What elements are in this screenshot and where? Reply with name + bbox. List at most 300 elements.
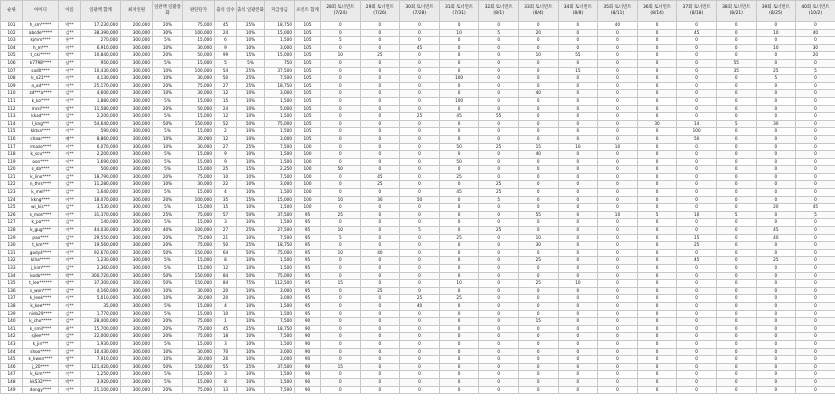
table-cell: 0 xyxy=(677,52,717,60)
table-cell: 0 xyxy=(637,181,677,189)
table-cell: 50% xyxy=(237,272,265,280)
table-cell: 0 xyxy=(360,82,400,90)
table-cell: 0 xyxy=(518,128,558,136)
table-cell: 0 xyxy=(637,219,677,227)
table-row xyxy=(1,90,835,98)
table-cell: 25% xyxy=(237,363,265,371)
table-row xyxy=(1,219,835,227)
table-cell: 30,000 xyxy=(183,44,215,52)
table-cell: 0 xyxy=(518,340,558,348)
table-cell: kkng**** xyxy=(23,196,59,204)
table-cell: 0 xyxy=(796,82,835,90)
table-cell: 0 xyxy=(479,37,519,45)
table-cell: 22 xyxy=(215,181,237,189)
table-cell: 0 xyxy=(558,37,598,45)
table-cell: 109 xyxy=(1,82,23,90)
table-cell: k_gug**** xyxy=(23,227,59,235)
table-cell: 0 xyxy=(400,166,440,174)
table-row xyxy=(1,257,835,265)
table-cell: 0 xyxy=(796,310,835,318)
table-cell: 270,000 xyxy=(81,37,121,45)
column-header: 일관액 일괄증화 xyxy=(153,1,183,22)
table-cell: 0 xyxy=(558,97,598,105)
table-cell: 122 xyxy=(1,181,23,189)
table-row xyxy=(1,158,835,166)
table-cell: shoo***** xyxy=(23,348,59,356)
table-cell: 0 xyxy=(677,363,717,371)
table-cell: 이** xyxy=(59,257,81,265)
table-cell: 0 xyxy=(558,340,598,348)
table-cell: 0 xyxy=(479,44,519,52)
table-cell: sjlee**** xyxy=(23,333,59,341)
table-cell: 0 xyxy=(360,219,400,227)
table-cell: 300,000 xyxy=(121,196,153,204)
table-cell: s_won**** xyxy=(23,287,59,295)
table-cell: 105 xyxy=(295,135,321,143)
table-row xyxy=(1,82,835,90)
table-cell: 8,860,000 xyxy=(81,135,121,143)
table-cell: 300,000 xyxy=(121,356,153,364)
table-row xyxy=(1,318,835,326)
table-cell: 0 xyxy=(716,227,756,235)
table-cell: 0 xyxy=(598,151,638,159)
table-cell: 0 xyxy=(796,196,835,204)
table-cell: 0 xyxy=(677,97,717,105)
table-cell: 0 xyxy=(796,257,835,265)
table-cell: 101 xyxy=(1,22,23,30)
table-cell: 0 xyxy=(321,67,361,75)
table-cell: 0 xyxy=(400,189,440,197)
table-cell: 0 xyxy=(756,143,796,151)
table-cell: nido29**** xyxy=(23,310,59,318)
table-cell: 0 xyxy=(716,105,756,113)
table-cell: 0 xyxy=(716,135,756,143)
table-cell: 0 xyxy=(321,113,361,121)
table-cell: 0 xyxy=(637,287,677,295)
table-row xyxy=(1,151,835,159)
table-cell: 3 xyxy=(215,340,237,348)
table-cell: 10 xyxy=(439,29,479,37)
table-cell: 0 xyxy=(360,234,400,242)
table-cell: 1,500 xyxy=(265,310,295,318)
table-cell: 3,920,000 xyxy=(81,378,121,386)
table-cell: 45 xyxy=(360,173,400,181)
table-row xyxy=(1,128,835,136)
table-cell: 15,000 xyxy=(183,340,215,348)
table-cell: 0 xyxy=(360,227,400,235)
table-cell: 5% xyxy=(237,59,265,67)
table-cell: 20 xyxy=(518,29,558,37)
table-cell: 5% xyxy=(153,204,183,212)
table-cell: 11,280,000 xyxy=(81,181,121,189)
table-cell: 0 xyxy=(360,257,400,265)
table-cell: 126 xyxy=(1,211,23,219)
table-cell: k_kwon**** xyxy=(23,356,59,364)
table-cell: 0 xyxy=(321,143,361,151)
table-cell: 0 xyxy=(677,386,717,394)
table-cell: 0 xyxy=(400,75,440,83)
table-cell: 1,250,000 xyxy=(81,371,121,379)
table-cell: k_ko**** xyxy=(23,97,59,105)
table-cell: 0 xyxy=(598,120,638,128)
table-cell: 90 xyxy=(295,356,321,364)
table-cell: 0 xyxy=(321,181,361,189)
table-cell: 0 xyxy=(360,348,400,356)
table-cell: 0 xyxy=(598,325,638,333)
table-cell: 10 xyxy=(439,280,479,288)
table-cell: 0 xyxy=(677,67,717,75)
table-cell: 0 xyxy=(637,113,677,121)
table-cell: 0 xyxy=(756,272,796,280)
table-cell: 200,000 xyxy=(121,22,153,30)
table-cell: 5% xyxy=(153,257,183,265)
table-cell: 0 xyxy=(598,189,638,197)
table-cell: 113 xyxy=(1,113,23,121)
table-cell: 10 xyxy=(558,280,598,288)
table-cell: 0 xyxy=(598,340,638,348)
table-cell: 0 xyxy=(400,59,440,67)
table-cell: 25% xyxy=(237,227,265,235)
table-cell: 0 xyxy=(518,371,558,379)
table-cell: 5 xyxy=(321,37,361,45)
table-cell: 50 xyxy=(215,75,237,83)
table-cell: 0 xyxy=(558,287,598,295)
table-cell: 0 xyxy=(360,44,400,52)
table-cell: k_smil**** xyxy=(23,325,59,333)
table-cell: 0 xyxy=(558,181,598,189)
table-cell: 0 xyxy=(558,75,598,83)
column-header: 32회 토너먼트 (8/1) xyxy=(479,1,519,22)
table-cell: 20% xyxy=(153,234,183,242)
table-cell: 15 xyxy=(321,363,361,371)
table-cell: 12 xyxy=(215,113,237,121)
table-cell: a_ad**** xyxy=(23,82,59,90)
table-cell: 3 xyxy=(215,371,237,379)
table-cell: 0 xyxy=(558,386,598,394)
table-cell: 0 xyxy=(479,219,519,227)
table-cell: 0 xyxy=(321,120,361,128)
table-cell: 0 xyxy=(677,166,717,174)
table-cell: 10% xyxy=(237,340,265,348)
table-cell: k_leek**** xyxy=(23,295,59,303)
table-cell: 18,750 xyxy=(265,22,295,30)
table-cell: 40 xyxy=(400,302,440,310)
table-cell: 148 xyxy=(1,378,23,386)
table-cell: 0 xyxy=(479,82,519,90)
table-cell: 0 xyxy=(558,363,598,371)
table-cell: 90 xyxy=(295,386,321,394)
table-cell: 10 xyxy=(598,143,638,151)
table-cell: 128 xyxy=(1,227,23,235)
table-cell: 105 xyxy=(295,113,321,121)
table-cell: 0 xyxy=(479,90,519,98)
table-cell: 30,000 xyxy=(183,90,215,98)
table-cell: 0 xyxy=(796,151,835,159)
table-cell: 0 xyxy=(479,120,519,128)
table-cell: 0 xyxy=(637,318,677,326)
table-cell: s_da**** xyxy=(23,166,59,174)
table-cell: 배** xyxy=(59,135,81,143)
table-cell: 31,370,000 xyxy=(81,211,121,219)
table-cell: 0 xyxy=(360,333,400,341)
table-cell: 30,000 xyxy=(183,356,215,364)
table-cell: 5% xyxy=(153,371,183,379)
table-cell: 5 xyxy=(637,211,677,219)
table-cell: 12 xyxy=(215,135,237,143)
table-cell: 1,930,000 xyxy=(81,340,121,348)
table-cell: 105 xyxy=(295,82,321,90)
table-cell: 0 xyxy=(400,151,440,159)
table-cell: 0 xyxy=(400,280,440,288)
table-cell: 0 xyxy=(558,189,598,197)
table-cell: 0 xyxy=(598,105,638,113)
table-cell: 25% xyxy=(237,143,265,151)
table-cell: 0 xyxy=(637,128,677,136)
table-cell: 0 xyxy=(796,173,835,181)
table-cell: 0 xyxy=(558,90,598,98)
table-cell: 0 xyxy=(637,173,677,181)
table-cell: 15,000 xyxy=(183,378,215,386)
table-cell: 106 xyxy=(1,59,23,67)
table-cell: 300,000 xyxy=(121,37,153,45)
table-cell: 0 xyxy=(518,219,558,227)
table-cell: 50 xyxy=(321,166,361,174)
table-cell: 0 xyxy=(598,128,638,136)
table-cell: 50% xyxy=(153,363,183,371)
table-cell: 50% xyxy=(237,249,265,257)
table-cell: 0 xyxy=(400,204,440,212)
table-cell: 105 xyxy=(1,52,23,60)
table-cell: 100,000 xyxy=(183,196,215,204)
table-cell: 4,160,000 xyxy=(81,287,121,295)
table-cell: 0 xyxy=(796,37,835,45)
table-cell: gody4**** xyxy=(23,249,59,257)
table-cell: 75,000 xyxy=(183,173,215,181)
table-cell: 0 xyxy=(518,333,558,341)
table-cell: 5 xyxy=(796,211,835,219)
table-row xyxy=(1,272,835,280)
table-cell: 0 xyxy=(716,287,756,295)
table-cell: 0 xyxy=(400,242,440,250)
table-cell: 120 xyxy=(1,166,23,174)
table-cell: 0 xyxy=(637,166,677,174)
table-cell: 300,000 xyxy=(121,363,153,371)
table-cell: 0 xyxy=(400,348,440,356)
table-cell: 105 xyxy=(295,59,321,67)
table-cell: 0 xyxy=(321,75,361,83)
table-cell: 이** xyxy=(59,75,81,83)
table-cell: 45 xyxy=(756,227,796,235)
column-header: 최저인원 xyxy=(121,1,153,22)
table-cell: 0 xyxy=(321,318,361,326)
table-cell: 0 xyxy=(598,37,638,45)
table-cell: 0 xyxy=(637,363,677,371)
table-cell: 0 xyxy=(677,348,717,356)
table-cell: 37,500 xyxy=(265,363,295,371)
table-cell: 100,000 xyxy=(183,227,215,235)
table-cell: 0 xyxy=(716,82,756,90)
table-cell: 15,000 xyxy=(183,371,215,379)
table-cell: 0 xyxy=(360,189,400,197)
table-cell: 10 xyxy=(518,234,558,242)
table-cell: 35 xyxy=(716,67,756,75)
table-cell: 0 xyxy=(479,166,519,174)
table-cell: 300,000 xyxy=(121,280,153,288)
table-cell: 15,000 xyxy=(183,302,215,310)
table-cell: 0 xyxy=(558,158,598,166)
table-cell: 0 xyxy=(796,143,835,151)
table-cell: 55 xyxy=(558,52,598,60)
table-cell: 0 xyxy=(598,75,638,83)
table-cell: 0 xyxy=(518,67,558,75)
table-cell: 14 xyxy=(677,120,717,128)
table-cell: 0 xyxy=(716,249,756,257)
table-cell: t_lee****** xyxy=(23,280,59,288)
table-cell: 149 xyxy=(1,386,23,394)
table-cell: 15 xyxy=(518,143,558,151)
table-cell: 김** xyxy=(59,310,81,318)
table-cell: 300,000 xyxy=(121,67,153,75)
table-cell: 0 xyxy=(598,272,638,280)
table-cell: 0 xyxy=(518,22,558,30)
table-cell: 3 xyxy=(215,219,237,227)
table-cell: 0 xyxy=(400,67,440,75)
header-row xyxy=(1,1,835,22)
table-cell: 0 xyxy=(598,181,638,189)
table-cell: 0 xyxy=(716,265,756,273)
table-cell: 0 xyxy=(677,265,717,273)
table-cell: 90 xyxy=(295,371,321,379)
table-cell: 15 xyxy=(215,97,237,105)
table-cell: 300,000 xyxy=(121,249,153,257)
table-cell: 0 xyxy=(360,272,400,280)
table-cell: 0 xyxy=(400,249,440,257)
table-cell: 300,000 xyxy=(121,227,153,235)
table-cell: 0 xyxy=(479,105,519,113)
table-cell: 이** xyxy=(59,386,81,394)
table-cell: 0 xyxy=(479,363,519,371)
table-cell: 0 xyxy=(518,302,558,310)
table-cell: 90 xyxy=(295,348,321,356)
table-cell: 0 xyxy=(677,295,717,303)
table-cell: 3,000 xyxy=(265,295,295,303)
table-cell: 134 xyxy=(1,272,23,280)
table-cell: 0 xyxy=(677,105,717,113)
column-header: 판단단가 xyxy=(183,1,215,22)
table-cell: 95 xyxy=(295,242,321,250)
table-cell: 25% xyxy=(237,325,265,333)
table-cell: 590,000 xyxy=(81,128,121,136)
table-cell: 300,000 xyxy=(121,257,153,265)
table-cell: 1,500 xyxy=(265,151,295,159)
table-cell: 5% xyxy=(153,189,183,197)
table-cell: 8 xyxy=(215,378,237,386)
table-cell: 105 xyxy=(295,90,321,98)
table-cell: 121 xyxy=(1,173,23,181)
table-cell: 0 xyxy=(598,280,638,288)
column-header: 출석 일수 xyxy=(215,1,237,22)
table-cell: 146 xyxy=(1,363,23,371)
table-cell: 10% xyxy=(237,302,265,310)
table-cell: 0 xyxy=(677,356,717,364)
table-cell: 0 xyxy=(321,348,361,356)
table-cell: 0 xyxy=(400,378,440,386)
table-cell: 0 xyxy=(439,219,479,227)
table-cell: 150,000 xyxy=(183,272,215,280)
table-cell: 0 xyxy=(756,105,796,113)
table-cell: 45 xyxy=(215,325,237,333)
table-cell: 18,750 xyxy=(265,242,295,250)
table-cell: 0 xyxy=(598,173,638,181)
table-cell: 0 xyxy=(360,135,400,143)
table-cell: 0 xyxy=(796,371,835,379)
table-cell: 37,500 xyxy=(265,67,295,75)
table-cell: 0 xyxy=(321,128,361,136)
table-cell: 0 xyxy=(756,128,796,136)
table-cell: 130 xyxy=(1,242,23,250)
table-cell: 0 xyxy=(360,151,400,159)
table-row xyxy=(1,59,835,67)
table-cell: 0 xyxy=(677,82,717,90)
column-header: 34회 토너먼트 (8/8) xyxy=(558,1,598,22)
table-cell: k_pa**** xyxy=(23,219,59,227)
table-cell: s_mos**** xyxy=(23,211,59,219)
table-cell: 119 xyxy=(1,158,23,166)
table-cell: 0 xyxy=(796,219,835,227)
table-cell: 150,000 xyxy=(183,249,215,257)
table-cell: 0 xyxy=(479,310,519,318)
table-cell: 45 xyxy=(677,257,717,265)
table-cell: 0 xyxy=(360,204,400,212)
table-cell: 10 xyxy=(215,310,237,318)
table-cell: 3,530,000 xyxy=(81,204,121,212)
table-cell: 140,000 xyxy=(81,219,121,227)
table-cell: 0 xyxy=(598,378,638,386)
table-cell: 0 xyxy=(677,280,717,288)
table-cell: 25 xyxy=(360,181,400,189)
table-cell: 0 xyxy=(321,302,361,310)
table-cell: 10% xyxy=(237,356,265,364)
table-cell: 0 xyxy=(598,219,638,227)
table-cell: 이** xyxy=(59,196,81,204)
table-cell: 95 xyxy=(295,310,321,318)
table-cell: 1,230,000 xyxy=(81,257,121,265)
table-cell: 0 xyxy=(479,204,519,212)
table-cell: 0 xyxy=(400,82,440,90)
table-cell: 10,430,000 xyxy=(81,67,121,75)
table-cell: abcde***** xyxy=(23,29,59,37)
table-cell: 300,000 xyxy=(121,204,153,212)
table-cell: 0 xyxy=(439,59,479,67)
table-cell: 0 xyxy=(558,302,598,310)
table-cell: 3,000 xyxy=(265,135,295,143)
table-cell: 0 xyxy=(677,151,717,159)
table-cell: 최** xyxy=(59,325,81,333)
table-cell: 0 xyxy=(637,310,677,318)
table-cell: 0 xyxy=(518,386,558,394)
table-cell: 0 xyxy=(637,22,677,30)
table-cell: 0 xyxy=(716,113,756,121)
table-cell: 이** xyxy=(59,227,81,235)
table-cell: 50% xyxy=(153,272,183,280)
table-cell: 0 xyxy=(677,333,717,341)
table-cell: 0 xyxy=(479,295,519,303)
table-cell: 25% xyxy=(237,242,265,250)
table-cell: 99 xyxy=(215,52,237,60)
table-cell: 0 xyxy=(756,242,796,250)
table-cell: 0 xyxy=(756,113,796,121)
table-cell: 0 xyxy=(716,272,756,280)
